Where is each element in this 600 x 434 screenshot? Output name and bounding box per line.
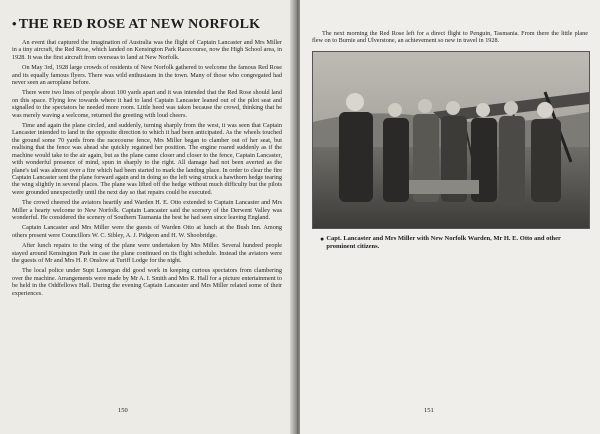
paragraph: The next morning the Red Rose left for a direct flight to Penguin, Tasmania. From there the little plane flew on to Burnie and Ulverstone, an achievement so new in travel in 1928. — [312, 30, 588, 45]
historical-photo — [312, 51, 590, 229]
page-number-right: 151 — [424, 407, 434, 414]
paragraph: There were two lines of people about 100 yards apart and it was intended that the Red Rose should land on this space. Flying low towards where it had to land Captain Lancaster leaned out of the pilot seat and signalled to the spectators he needed more room. Little heed was taken because the crowd, thinking that he was merely waving a welcome, returned the greeting with loud cheers. — [12, 89, 282, 119]
paragraph: The local police under Supt Lonergan did good work in keeping curious spectators from clambering over the machine. Arrangements were made by Mr A. I. Smith and Mrs R. Hall for a picture entertainment to be held in the Oddfellows Hall. During the evening Captain Lancaster and Mrs Miller related some of their experiences. — [12, 267, 282, 297]
article-title — [12, 16, 282, 33]
caption-bullet-icon: ● — [320, 234, 325, 243]
paragraph: Captain Lancaster and Mrs Miller were the guests of Warden Otto at lunch at the Bush Inn. Among others present were Councillors W. C. Sibley, A. J. Pidgeon and H. W. Shoobridge. — [12, 224, 282, 239]
paragraph: An event that captured the imagination of Australia was the flight of Captain Lancaster and Mrs Miller in a tiny aircraft, the Red Rose, which landed on Kensington Park Racecourse, now the High School area, in 1928. It was the first aircraft from overseas to land at New Norfolk. — [12, 39, 282, 61]
paragraph: The crowd cheered the aviators heartily and Warden H. E. Otto extended to Captain Lancaster and Mrs Miller a hearty welcome to New Norfolk. Captain Lancaster said the scenery of the Derwent Valley was wonderful. He considered the scenery of Southern Tasmania the best he had seen since leaving England. — [12, 199, 282, 221]
paragraph: After lunch repairs to the wing of the plane were undertaken by Mrs Miller. Several hundred people stayed around Kensington Park in case the plane continued on its flight schedule. Instead the aviators were the guests of Mr and Mrs H. P. Onslow at Turiff Lodge for the night. — [12, 242, 282, 264]
left-page — [0, 0, 296, 434]
right-page — [300, 0, 600, 434]
paragraph: Time and again the plane circled, and suddenly, turning sharply from the west, it was seen that Captain Lancaster intended to land in the opposite direction to which it had been anticipated. As the wheels touched the ground some 70 yards from the racecourse fence, Mrs Miller began to clamber out of her seat, but realising that the fence was ahead she quickly regained her position. The engine roared suddenly as if the machine would take to the air again, but as the plane came closer and closer to the fence, Captain Lancaster, with wonderful presence of mind, spun in sharply to the right. All damage had not been averted as the plane's tail was almost over a fire which had been started to mark the landing place. In order to clear the fire Captain Lancaster sent the plane forward again and in doing so the left wing struck a hawthorn hedge tearing the wing slightly in several places. The plane was lifted off the hedge without much difficulty but the pilots were grounded unexpectedly until the next day so that repairs could be executed. — [12, 122, 282, 196]
photo-illustration — [313, 52, 589, 228]
article-title-text: THE RED ROSE AT NEW NORFOLK — [18, 17, 261, 32]
photo-caption-text: Capt. Lancaster and Mrs Miller with New Norfolk Warden, Mr H. E. Otto and other prominent citizens. — [326, 234, 561, 250]
title-bullet-icon: • — [12, 16, 17, 31]
paragraph: On May 3rd, 1928 large crowds of residents of New Norfolk gathered to welcome the famous Red Rose and its equally famous flyers. There was wild enthusiasm in the town. Many of those who congregated had never seen an aeroplane before. — [12, 64, 282, 87]
page-number-left: 150 — [118, 407, 128, 414]
photo-caption — [320, 235, 588, 251]
